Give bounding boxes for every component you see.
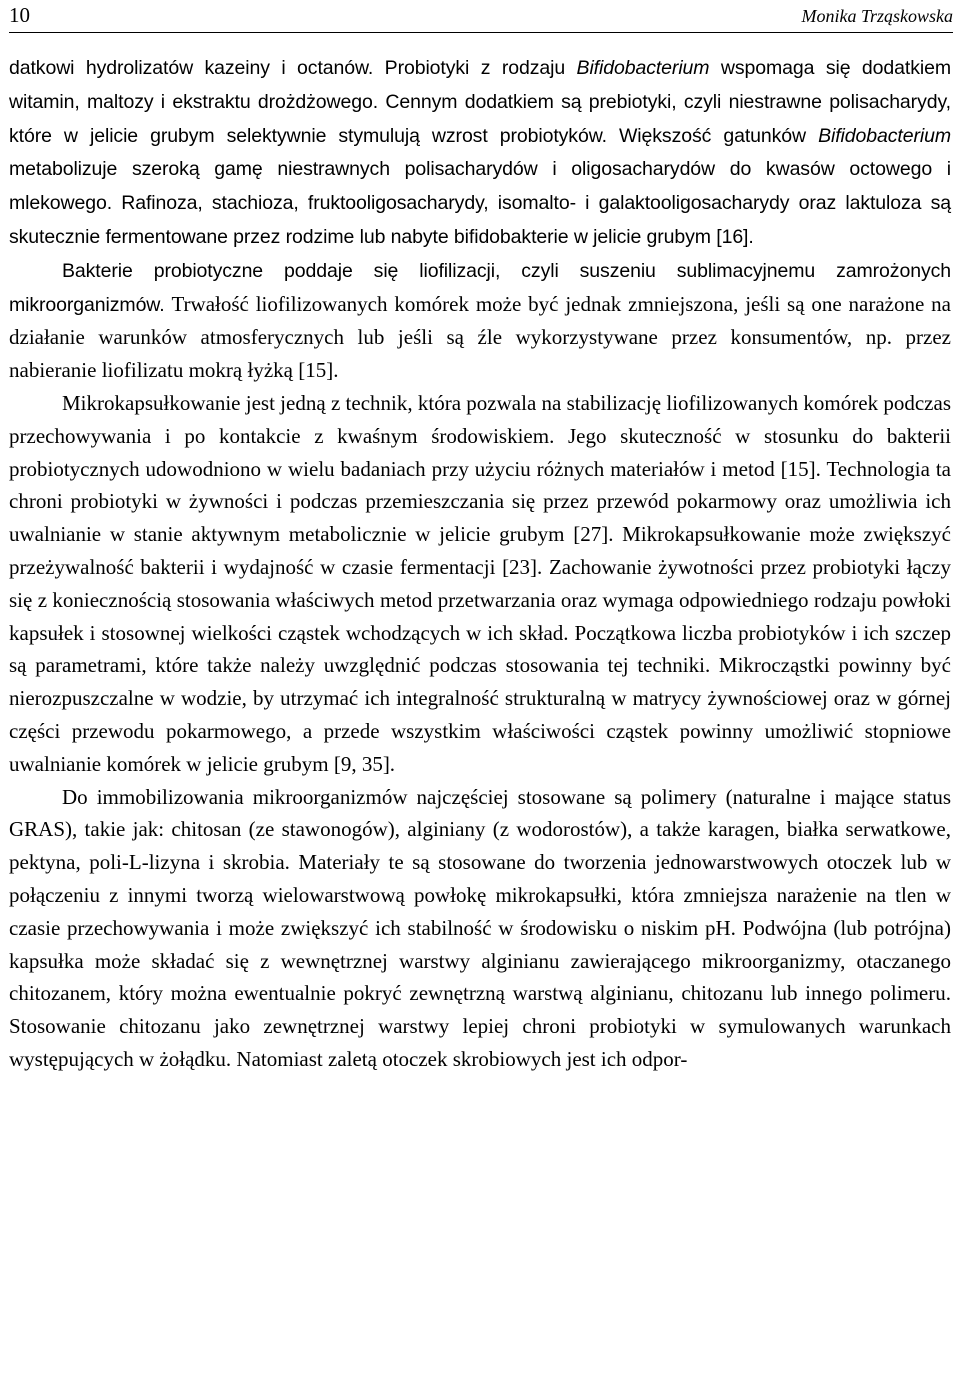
italic-text-span: Bifidobacterium [576, 57, 710, 79]
paragraph-2 [9, 254, 951, 387]
text-span: Mikrokapsułkowanie jest jedną z technik, która pozwala na stabilizację liofilizowanych komórek podczas przechowywania i po kontakcie z kwaśnym środowiskiem. Jego skuteczność w stosunku do bakterii probiotycznych udowodniono w wielu badaniach przy użyciu różnych materiałów i metod [15]. Technologia ta chroni probiotyki w żywności i podczas przemieszczania się przez przewód pokarmowy oraz umożliwia ich uwalnianie w stanie aktywnym metabolicznie w jelicie grubym [27]. Mikrokapsułkowanie może zwiększyć przeżywalność bakterii i wydajność w czasie fermentacji [23]. Zachowanie żywotności przez probiotyki łączy się z koniecznością stosowania właściwych metod przetwarzania oraz wymaga odpowiedniego rodzaju powłoki kapsułek i stosownej wielkości cząstek wchodzących w ich skład. Początkowa liczba probiotyków i ich szczep są parametrami, które także należy uwzględnić podczas stosowania tej techniki. Mikrocząstki powinny być nierozpuszczalne w wodzie, by utrzymać ich integralność strukturalną w matrycy żywnościowej oraz w górnej części przewodu pokarmowego, a przede wszystkim właściwości cząstek powinny umożliwić stopniowe uwalnianie komórek w jelicie grubym [9, 35]. [9, 390, 951, 776]
text-span: metabolizuje szeroką gamę niestrawnych polisacharydów i oligosacharydów do kwasów octowego i mlekowego. Rafinoza, stachioza, fruktooligosacharydy, isomalto- i galaktooligosacharydy oraz laktuloza są skutecznie fermentowane przez rodzime lub nabyte bifidobakterie w jelicie grubym [16]. [9, 158, 951, 248]
text-span: Bakterie probiotyczne poddaje się liofilizacji, czyli suszeniu sublimacyjnemu zamrożonych mikroorganizmów. [9, 259, 951, 316]
body-text [9, 51, 951, 1076]
text-span: datkowi hydrolizatów kazeiny i octanów. Probiotyki z rodzaju [9, 57, 577, 79]
text-span: Do immobilizowania mikroorganizmów najczęściej stosowane są polimery (naturalne i mające status GRAS), takie jak: chitosan (ze stawonogów), alginiany (z wodorostów), a także karagen, białka serwatkowe, pektyna, poli-L-lizyna i skrobia. Materiały te są stosowane do tworzenia jednowarstwowych otoczek lub w połączeniu z innymi tworzą wielowarstwową powłokę mikrokapsułki, która zmniejsza narażenie na tlen w czasie przechowywania i może zwiększyć ich stabilność w środowisku o niskim pH. Podwójna (lub potrójna) kapsułka może składać się z wewnętrznej warstwy alginianu zawierającego mikroorganizmy, otaczanego chitozanem, który można ewentualnie pokryć zewnętrzną warstwą alginianu, chitozanu lub innego polimeru. Stosowanie chitozanu jako zewnętrznej warstwy lepiej chroni probiotyki w symulowanych warunkach występujących w żołądku. Natomiast zaletą otoczek skrobiowych jest ich odpor- [9, 784, 951, 1071]
text-span: wspomaga się dodatkiem witamin, maltozy i ekstraktu drożdżowego. Cennym dodatkiem są prebiotyki, czyli niestrawne polisacharydy, które w jelicie grubym selektywnie stymulują wzrost probiotyków. Większość gatunków [9, 57, 951, 147]
paragraph-4 [9, 781, 951, 1076]
running-head-author: Monika Trząskowska [801, 6, 953, 26]
page-header [9, 0, 953, 33]
page-number: 10 [9, 3, 30, 27]
paragraph-3 [9, 387, 951, 781]
italic-text-span: Bifidobacterium [818, 124, 951, 147]
text-span: Trwałość liofilizowanych komórek może być jednak zmniejszona, jeśli są one narażone na działanie warunków atmosferycznych lub jeśli są źle wykorzystywane przez konsumentów, np. przez nabieranie liofilizatu mokrą łyżką [15]. [9, 291, 951, 383]
paragraph-1 [9, 51, 951, 254]
